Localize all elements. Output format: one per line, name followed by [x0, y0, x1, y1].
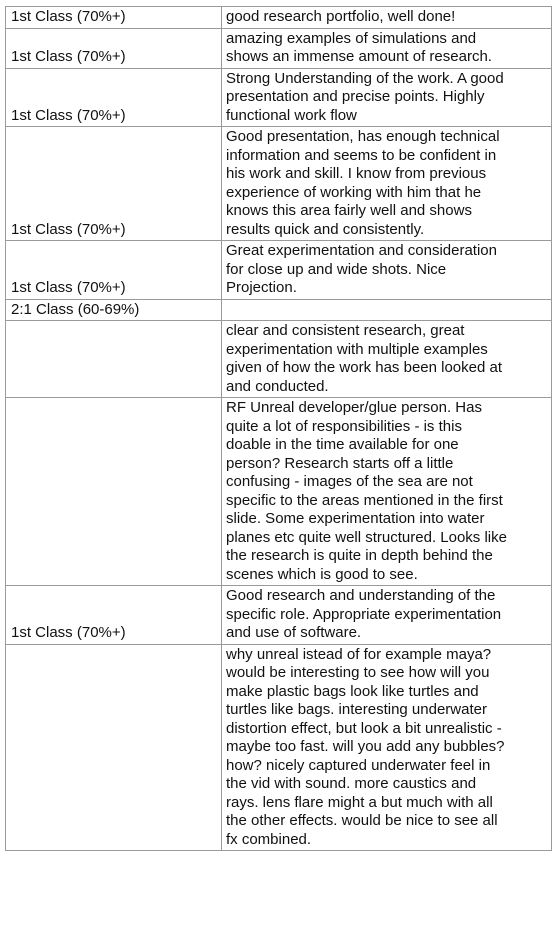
comment-line: RF Unreal developer/glue person. Has — [226, 399, 482, 416]
comment-cell — [222, 68, 552, 127]
comment-line: experimentation with multiple examples — [226, 340, 488, 358]
comment-line: why unreal istead of for example maya? — [226, 645, 492, 663]
comment-line: the other effects. would be nice to see all — [226, 812, 498, 829]
comment-line: Good presentation, has enough technical — [226, 128, 500, 145]
comment-cell — [222, 321, 552, 398]
comment-line: clear and consistent research, great — [226, 322, 465, 339]
comment-line: confusing - images of the sea are not — [226, 473, 473, 490]
grade-cell: 1st Class (70%+) — [6, 127, 222, 241]
comment-line: person? Research starts off a little — [226, 454, 454, 472]
comment-line: rays. lens flare might a but much with all — [226, 793, 493, 811]
comment-line: amazing examples of simulations and — [226, 29, 477, 47]
table-row — [6, 28, 552, 68]
grade-cell: 1st Class (70%+) — [6, 68, 222, 127]
table-row — [6, 644, 552, 851]
table-row — [6, 7, 552, 29]
comment-line: and use of software. — [226, 624, 362, 641]
comment-line: his work and skill. I know from previous — [226, 165, 487, 182]
comment-line: given of how the work has been looked at — [226, 359, 503, 376]
comment-line: planes etc quite well structured. Looks like — [226, 528, 507, 546]
comment-line: results quick and consistently. — [226, 220, 425, 238]
comment-line: Strong Understanding of the work. A good — [226, 69, 504, 87]
comment-line: specific to the areas mentioned in the first — [226, 491, 503, 509]
grade-cell: 1st Class (70%+) — [6, 7, 222, 29]
grade-cell: 1st Class (70%+) — [6, 586, 222, 645]
table-row — [6, 586, 552, 645]
grade-cell: 1st Class (70%+) — [6, 241, 222, 300]
grade-cell — [6, 321, 222, 398]
comment-line: maybe too fast. will you add any bubbles? — [226, 738, 505, 755]
comment-line: Great experimentation and consideration — [226, 242, 497, 259]
comment-line: the research is quite in depth behind the — [226, 547, 493, 564]
comment-cell — [222, 644, 552, 851]
table-row — [6, 241, 552, 300]
comment-line: specific role. Appropriate experimentation — [226, 605, 502, 623]
comment-line: information and seems to be confident in — [226, 146, 497, 164]
comment-line: doable in the time available for one — [226, 436, 459, 453]
feedback-table — [5, 6, 552, 851]
grade-cell — [6, 398, 222, 586]
grade-cell: 2:1 Class (60-69%) — [6, 299, 222, 321]
comment-cell — [222, 398, 552, 586]
comment-line: presentation and precise points. Highly — [226, 88, 485, 105]
comment-cell — [222, 586, 552, 645]
table-row — [6, 321, 552, 398]
comment-line: experience of working with him that he — [226, 183, 482, 201]
comment-line: scenes which is good to see. — [226, 565, 418, 583]
comment-line: good research portfolio, well done! — [226, 8, 456, 25]
comment-cell — [222, 28, 552, 68]
comment-line: for close up and wide shots. Nice — [226, 260, 447, 278]
comment-line: slide. Some experimentation into water — [226, 510, 485, 527]
comment-line: knows this area fairly well and shows — [226, 202, 472, 219]
grade-cell: 1st Class (70%+) — [6, 28, 222, 68]
comment-line: Good research and understanding of the — [226, 587, 496, 604]
comment-cell — [222, 241, 552, 300]
comment-line: how? nicely captured underwater feel in — [226, 756, 491, 774]
comment-line: would be interesting to see how will you — [226, 664, 490, 681]
comment-cell — [222, 7, 552, 29]
comment-line: shows an immense amount of research. — [226, 48, 492, 65]
comment-line: make plastic bags look like turtles and — [226, 682, 479, 700]
table-row — [6, 299, 552, 321]
comment-line: the vid with sound. more caustics and — [226, 775, 477, 792]
table-row — [6, 127, 552, 241]
comment-line: fx combined. — [226, 830, 312, 848]
comment-empty — [226, 301, 547, 320]
comment-line: distortion effect, but look a bit unrealistic - — [226, 719, 502, 737]
comment-line: and conducted. — [226, 377, 329, 395]
feedback-table-body — [6, 7, 552, 851]
comment-cell — [222, 299, 552, 321]
comment-cell — [222, 127, 552, 241]
comment-line: Projection. — [226, 279, 297, 296]
grade-cell — [6, 644, 222, 851]
comment-line: quite a lot of responsibilities - is this — [226, 417, 462, 435]
comment-line: functional work flow — [226, 106, 357, 124]
table-row — [6, 398, 552, 586]
comment-line: turtles like bags. interesting underwater — [226, 701, 487, 718]
table-row — [6, 68, 552, 127]
